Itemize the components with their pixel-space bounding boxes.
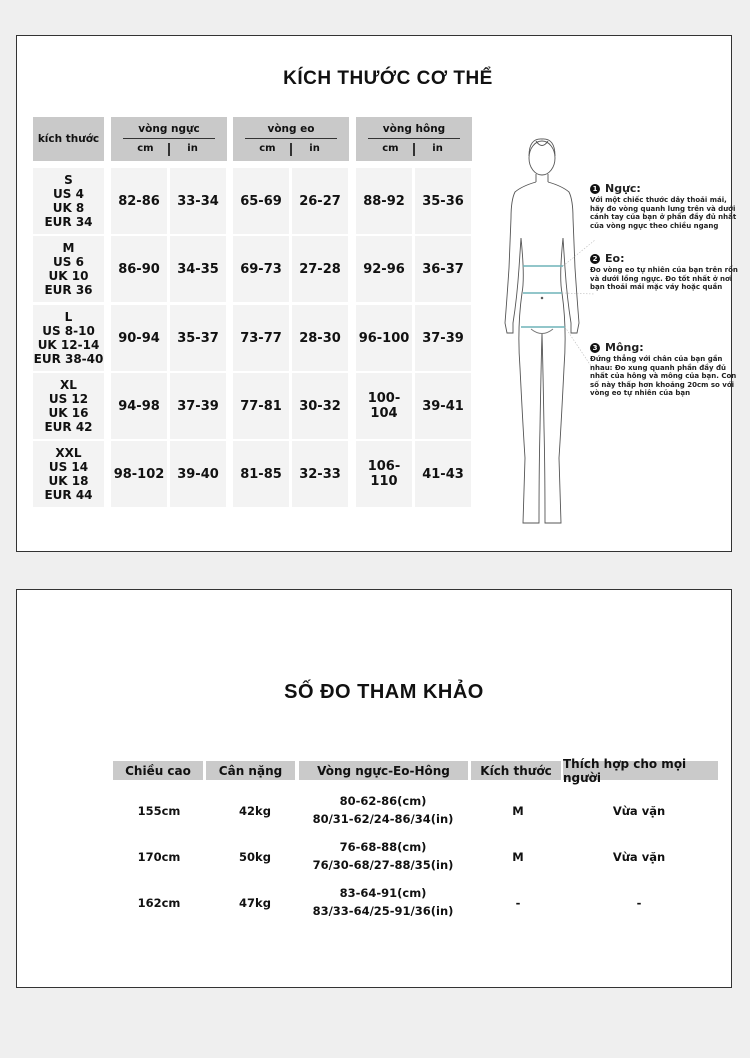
reference-cell-size: M (512, 804, 524, 818)
note-title: Mông: (605, 340, 644, 354)
size-cell (33, 236, 104, 302)
size-cell (33, 441, 104, 507)
reference-measure-cm: 76-68-88(cm) (339, 840, 427, 854)
reference-header: Cân nặng (206, 761, 295, 780)
value-text: 26-27 (299, 193, 341, 209)
size-label-line: EUR 44 (44, 488, 93, 502)
value-cell (111, 305, 167, 371)
value-text: 41-43 (422, 466, 464, 482)
size-label-line: S (64, 173, 73, 187)
value-text: 98-102 (113, 466, 165, 482)
unit-in-label: in (432, 143, 443, 154)
reference-cell-height: 155cm (137, 804, 181, 818)
size-label-line: UK 18 (48, 474, 89, 488)
value-cell (356, 305, 412, 371)
body-figure-illustration (487, 128, 597, 528)
size-label-line: US 4 (53, 187, 84, 201)
reference-cell-weight: 47kg (239, 896, 271, 910)
value-cell (170, 373, 226, 439)
reference-cell-weight: 42kg (239, 804, 271, 818)
value-text: 82-86 (118, 193, 160, 209)
value-text: 30-32 (299, 398, 341, 414)
reference-header: Chiều cao (113, 761, 203, 780)
value-text: 35-36 (422, 193, 464, 209)
unit-cm-label: cm (137, 143, 154, 154)
value-text: 90-94 (118, 330, 160, 346)
note-text: Đứng thẳng với chân của bạn gần nhau: Đo xung quanh phần đầy đủ nhất của hông và mông của bạn. Con số này thấp hơn khoảng 20cm so với vòng eo tự nhiên của bạn (590, 355, 737, 398)
reference-cell-fit: - (636, 896, 642, 910)
value-cell (170, 168, 226, 234)
size-label-line: UK 8 (52, 201, 85, 215)
header-units (123, 143, 216, 156)
value-cell (292, 305, 348, 371)
value-cell (356, 373, 412, 439)
value-cell (111, 236, 167, 302)
reference-measure-cm: 80-62-86(cm) (339, 794, 427, 808)
value-cell (233, 305, 289, 371)
size-label-line: EUR 38-40 (33, 352, 104, 366)
header-group-name: vòng eo (245, 123, 338, 139)
value-cell (111, 373, 167, 439)
figure-head (529, 141, 555, 175)
reference-cell-height: 162cm (137, 896, 181, 910)
reference-cell-height: 170cm (137, 850, 181, 864)
value-cell (292, 441, 348, 507)
figure-hair (529, 139, 555, 156)
value-text: 28-30 (299, 330, 341, 346)
header-group-name: vòng ngực (123, 123, 216, 139)
value-cell (233, 168, 289, 234)
reference-cell-measure (298, 838, 468, 874)
value-text: 35-37 (177, 330, 219, 346)
reference-measure-in: 83/33-64/25-91/36(in) (312, 904, 454, 918)
header-group (111, 117, 227, 161)
header-group (356, 117, 472, 161)
value-text: 33-34 (177, 193, 219, 209)
value-text: 37-39 (422, 330, 464, 346)
value-cell (415, 441, 471, 507)
reference-cell-size: M (512, 850, 524, 864)
size-cell (33, 373, 104, 439)
size-label-line: XL (60, 378, 77, 392)
note-waist (590, 251, 740, 292)
size-label-line: US 14 (48, 460, 89, 474)
size-label-line: US 8-10 (42, 324, 95, 338)
size-label-line: L (64, 310, 73, 324)
body-size-title: KÍCH THƯỚC CƠ THỂ (283, 68, 493, 89)
value-cell (356, 168, 412, 234)
number-1-icon: 1 (590, 184, 600, 194)
reference-measure-cm: 83-64-91(cm) (339, 886, 427, 900)
value-text: 69-73 (240, 261, 282, 277)
unit-cm-label: cm (382, 143, 399, 154)
note-bust (590, 181, 740, 230)
size-label-line: EUR 42 (44, 420, 93, 434)
value-cell (111, 441, 167, 507)
measure-lines (521, 266, 565, 327)
value-text: 106-110 (367, 459, 401, 489)
value-text: 100-104 (367, 391, 401, 421)
reference-title: SỐ ĐO THAM KHẢO (284, 681, 484, 703)
value-text: 73-77 (240, 330, 282, 346)
value-text: 65-69 (240, 193, 282, 209)
value-text: 34-35 (177, 261, 219, 277)
value-cell (292, 373, 348, 439)
reference-cell-fit: Vừa vặn (612, 804, 666, 818)
value-cell (415, 305, 471, 371)
value-cell (356, 236, 412, 302)
value-cell (111, 168, 167, 234)
size-label-line: M (62, 241, 75, 255)
header-group (233, 117, 349, 161)
value-text: 94-98 (118, 398, 160, 414)
reference-measure-in: 76/30-68/27-88/35(in) (312, 858, 454, 872)
number-2-icon: 2 (590, 254, 600, 264)
size-label-line: XXL (55, 446, 82, 460)
reference-cell-size: - (515, 896, 521, 910)
value-cell (415, 236, 471, 302)
note-text: Đo vòng eo tự nhiên của bạn trên rốn và dưới lồng ngực. Đo tốt nhất ở nơi bạn thoải mái mặc váy hoặc quần (590, 266, 738, 292)
value-text: 32-33 (299, 466, 341, 482)
value-text: 39-41 (422, 398, 464, 414)
reference-panel (16, 589, 732, 988)
reference-cell-measure (298, 792, 468, 828)
number-3-icon: 3 (590, 343, 600, 353)
body-size-panel (16, 35, 738, 552)
value-cell (170, 236, 226, 302)
value-text: 77-81 (240, 398, 282, 414)
value-text: 36-37 (422, 261, 464, 277)
size-label-line: UK 10 (48, 269, 89, 283)
value-cell (415, 373, 471, 439)
value-text: 27-28 (299, 261, 341, 277)
value-cell (233, 441, 289, 507)
reference-cell-fit: Vừa vặn (612, 850, 666, 864)
value-cell (292, 168, 348, 234)
header-group-name: vòng hông (368, 123, 461, 139)
reference-cell-measure (298, 884, 468, 920)
figure-body (505, 182, 579, 523)
reference-measure-in: 80/31-62/24-86/34(in) (312, 812, 454, 826)
value-cell (170, 441, 226, 507)
value-cell (415, 168, 471, 234)
value-cell (233, 236, 289, 302)
unit-in-label: in (309, 143, 320, 154)
value-text: 86-90 (118, 261, 160, 277)
note-text: Với một chiếc thước dây thoải mái, hãy đo vòng quanh lưng trên và dưới cánh tay của bạn ở phần đầy đủ nhất của vòng ngực theo chiều ngang (590, 196, 737, 230)
value-text: 81-85 (240, 466, 282, 482)
size-label-line: UK 16 (48, 406, 89, 420)
reference-header: Vòng ngực-Eo-Hông (299, 761, 468, 780)
size-cell (33, 168, 104, 234)
header-units (368, 143, 461, 156)
value-text: 96-100 (358, 330, 410, 346)
header-units (245, 143, 338, 156)
reference-header: Kích thước (471, 761, 561, 780)
value-cell (356, 441, 412, 507)
note-title: Eo: (605, 251, 625, 265)
value-cell (292, 236, 348, 302)
unit-in-label: in (187, 143, 198, 154)
reference-header: Thích hợp cho mọi người (563, 761, 718, 780)
unit-cm-label: cm (259, 143, 276, 154)
note-hip (590, 340, 740, 398)
header-size-label: kích thước (37, 133, 100, 145)
reference-cell-weight: 50kg (239, 850, 271, 864)
size-label-line: EUR 34 (44, 215, 93, 229)
size-cell (33, 305, 104, 371)
size-label-line: EUR 36 (44, 283, 93, 297)
size-label-line: US 12 (48, 392, 89, 406)
note-title: Ngực: (605, 181, 641, 195)
value-text: 37-39 (177, 398, 219, 414)
value-text: 92-96 (363, 261, 405, 277)
size-label-line: US 6 (53, 255, 84, 269)
value-cell (170, 305, 226, 371)
value-text: 88-92 (363, 193, 405, 209)
value-text: 39-40 (177, 466, 219, 482)
size-label-line: UK 12-14 (37, 338, 100, 352)
value-cell (233, 373, 289, 439)
header-size (33, 117, 104, 161)
